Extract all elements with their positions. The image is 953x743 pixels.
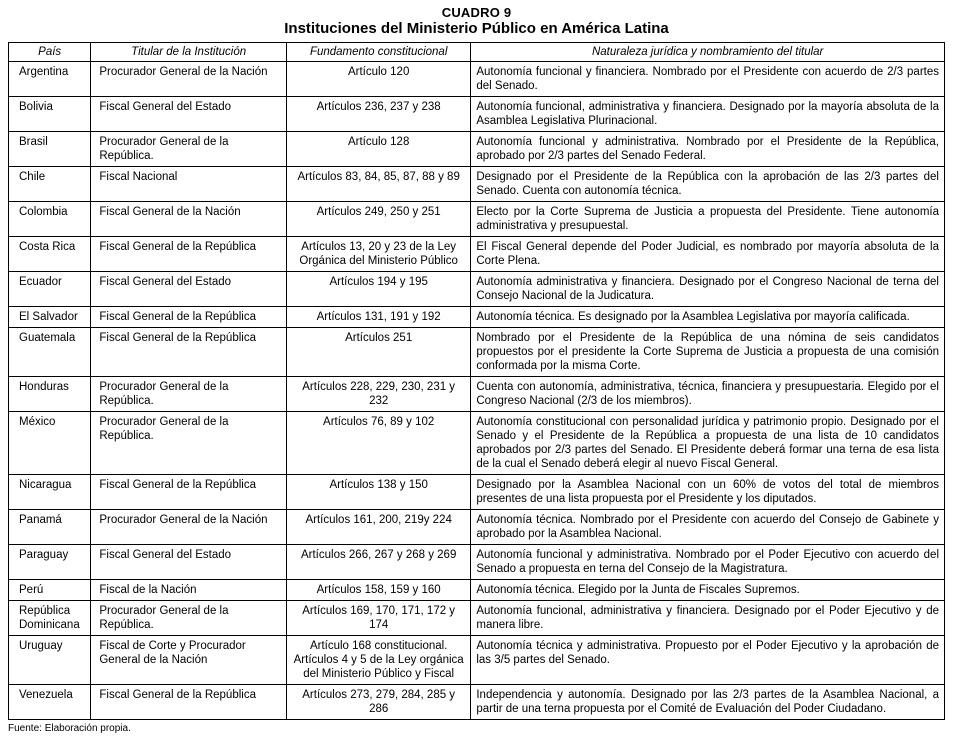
cell-titular: Fiscal de Corte y Procurador General de la Nación bbox=[91, 636, 287, 685]
cell-naturaleza: El Fiscal General depende del Poder Judicial, es nombrado por mayoría absoluta de la Corte Plena. bbox=[471, 237, 945, 272]
cell-fundamento: Artículos 161, 200, 219y 224 bbox=[286, 510, 470, 545]
table-row bbox=[9, 377, 945, 412]
cell-titular: Fiscal General de la República bbox=[91, 685, 287, 720]
column-header-titular: Titular de la Institución bbox=[91, 43, 287, 62]
cell-fundamento: Artículo 120 bbox=[286, 62, 470, 97]
cell-naturaleza: Autonomía administrativa y financiera. Designado por el Congreso Nacional de terna del Consejo Nacional de la Judicatura. bbox=[471, 272, 945, 307]
cell-fundamento: Artículos 169, 170, 171, 172 y 174 bbox=[286, 601, 470, 636]
cell-naturaleza: Autonomía técnica. Nombrado por el Presidente con acuerdo del Consejo de Gabinete y aprobado por la Asamblea Nacional. bbox=[471, 510, 945, 545]
table-row bbox=[9, 202, 945, 237]
table-body bbox=[9, 62, 945, 720]
cell-pais: República Dominicana bbox=[9, 601, 91, 636]
cell-pais: El Salvador bbox=[9, 307, 91, 328]
cell-pais: Bolivia bbox=[9, 97, 91, 132]
cell-naturaleza: Designado por la Asamblea Nacional con un 60% de votos del total de miembros presentes de una lista propuesta por el Presidente y los diputados. bbox=[471, 475, 945, 510]
table-row bbox=[9, 97, 945, 132]
cell-naturaleza: Autonomía constitucional con personalidad jurídica y patrimonio propio. Designado por el Senado y el Presidente de la República a propuesta de una lista de 10 candidatos aprobados por 2/3 partes del Senado. El Presidente deberá formar una terna de esa lista de la cual el Senado deberá elegir al nuevo Fiscal General. bbox=[471, 412, 945, 475]
cell-titular: Fiscal General de la República bbox=[91, 328, 287, 377]
cell-titular: Fiscal de la Nación bbox=[91, 580, 287, 601]
table-subtitle: Instituciones del Ministerio Público en América Latina bbox=[284, 20, 669, 37]
cell-fundamento: Artículos 194 y 195 bbox=[286, 272, 470, 307]
cell-fundamento: Artículos 266, 267 y 268 y 269 bbox=[286, 545, 470, 580]
cell-pais: Venezuela bbox=[9, 685, 91, 720]
table-row bbox=[9, 328, 945, 377]
source-note: Fuente: Elaboración propia. bbox=[8, 723, 131, 734]
cell-titular: Procurador General de la Nación bbox=[91, 510, 287, 545]
cell-fundamento: Artículos 76, 89 y 102 bbox=[286, 412, 470, 475]
cell-fundamento: Artículos 83, 84, 85, 87, 88 y 89 bbox=[286, 167, 470, 202]
cell-fundamento: Artículos 251 bbox=[286, 328, 470, 377]
cell-fundamento: Artículos 236, 237 y 238 bbox=[286, 97, 470, 132]
cell-titular: Fiscal Nacional bbox=[91, 167, 287, 202]
table-row bbox=[9, 545, 945, 580]
table-row bbox=[9, 636, 945, 685]
cell-naturaleza: Autonomía técnica y administrativa. Propuesto por el Poder Ejecutivo y la aprobación de las 3/5 partes del Senado. bbox=[471, 636, 945, 685]
cell-pais: Chile bbox=[9, 167, 91, 202]
cell-naturaleza: Autonomía técnica. Elegido por la Junta de Fiscales Supremos. bbox=[471, 580, 945, 601]
cell-titular: Fiscal General de la República bbox=[91, 475, 287, 510]
cell-pais: Guatemala bbox=[9, 328, 91, 377]
header-row bbox=[9, 43, 945, 62]
cell-pais: México bbox=[9, 412, 91, 475]
cell-fundamento: Artículos 158, 159 y 160 bbox=[286, 580, 470, 601]
cell-naturaleza: Independencia y autonomía. Designado por las 2/3 partes de la Asamblea Nacional, a partir de una terna propuesta por el Comité de Evaluación del Poder Ciudadano. bbox=[471, 685, 945, 720]
cell-naturaleza: Autonomía funcional, administrativa y financiera. Designado por el Poder Ejecutivo y de manera libre. bbox=[471, 601, 945, 636]
cell-titular: Procurador General de la República. bbox=[91, 132, 287, 167]
column-header-pais: País bbox=[9, 43, 91, 62]
cell-pais: Colombia bbox=[9, 202, 91, 237]
cell-naturaleza: Autonomía funcional y administrativa. Nombrado por el Poder Ejecutivo con acuerdo del Senado a propuesta en terna del Consejo de la Magistratura. bbox=[471, 545, 945, 580]
table-row bbox=[9, 510, 945, 545]
table-row bbox=[9, 167, 945, 202]
table-title-block bbox=[8, 5, 945, 37]
cell-titular: Fiscal General de la República bbox=[91, 237, 287, 272]
cell-titular: Fiscal General del Estado bbox=[91, 97, 287, 132]
cell-pais: Panamá bbox=[9, 510, 91, 545]
cell-titular: Fiscal General de la Nación bbox=[91, 202, 287, 237]
cell-titular: Procurador General de la Nación bbox=[91, 62, 287, 97]
cell-fundamento: Artículos 138 y 150 bbox=[286, 475, 470, 510]
table-row bbox=[9, 237, 945, 272]
cell-pais: Paraguay bbox=[9, 545, 91, 580]
cell-naturaleza: Electo por la Corte Suprema de Justicia a propuesta del Presidente. Tiene autonomía administrativa y presupuestal. bbox=[471, 202, 945, 237]
table-row bbox=[9, 272, 945, 307]
cell-fundamento: Artículo 168 constitucional. Artículos 4 y 5 de la Ley orgánica del Ministerio Público y Fiscal bbox=[286, 636, 470, 685]
cell-pais: Nicaragua bbox=[9, 475, 91, 510]
column-header-fundamento: Fundamento constitucional bbox=[286, 43, 470, 62]
cell-pais: Perú bbox=[9, 580, 91, 601]
table-row bbox=[9, 601, 945, 636]
table-row bbox=[9, 307, 945, 328]
ministerio-publico-table bbox=[8, 42, 945, 720]
cell-titular: Procurador General de la República. bbox=[91, 412, 287, 475]
cell-naturaleza: Nombrado por el Presidente de la República de una nómina de seis candidatos propuestos por el presidente la Corte Suprema de Justicia a propuesta de una comisión conformada por la misma Corte. bbox=[471, 328, 945, 377]
table-row bbox=[9, 62, 945, 97]
cell-naturaleza: Autonomía funcional y administrativa. Nombrado por el Presidente de la República, aprobado por 2/3 partes del Senado Federal. bbox=[471, 132, 945, 167]
cell-fundamento: Artículos 131, 191 y 192 bbox=[286, 307, 470, 328]
cell-pais: Uruguay bbox=[9, 636, 91, 685]
cell-naturaleza: Autonomía funcional y financiera. Nombrado por el Presidente con acuerdo de 2/3 partes del Senado. bbox=[471, 62, 945, 97]
cell-pais: Ecuador bbox=[9, 272, 91, 307]
table-row bbox=[9, 580, 945, 601]
cell-fundamento: Artículos 228, 229, 230, 231 y 232 bbox=[286, 377, 470, 412]
table-number: CUADRO 9 bbox=[441, 5, 512, 20]
cell-fundamento: Artículos 13, 20 y 23 de la Ley Orgánica del Ministerio Público bbox=[286, 237, 470, 272]
cell-naturaleza: Cuenta con autonomía, administrativa, técnica, financiera y presupuestaria. Elegido por el Congreso Nacional (2/3 de los miembros). bbox=[471, 377, 945, 412]
cell-fundamento: Artículos 249, 250 y 251 bbox=[286, 202, 470, 237]
cell-titular: Fiscal General del Estado bbox=[91, 272, 287, 307]
cell-pais: Brasil bbox=[9, 132, 91, 167]
cell-titular: Fiscal General de la República bbox=[91, 307, 287, 328]
cell-naturaleza: Autonomía técnica. Es designado por la Asamblea Legislativa por mayoría calificada. bbox=[471, 307, 945, 328]
table-row bbox=[9, 685, 945, 720]
cell-titular: Procurador General de la República. bbox=[91, 377, 287, 412]
cell-pais: Honduras bbox=[9, 377, 91, 412]
cell-titular: Procurador General de la República. bbox=[91, 601, 287, 636]
cell-pais: Argentina bbox=[9, 62, 91, 97]
cell-pais: Costa Rica bbox=[9, 237, 91, 272]
table-row bbox=[9, 132, 945, 167]
cell-naturaleza: Designado por el Presidente de la República con la aprobación de las 2/3 partes del Senado. Cuenta con autonomía técnica. bbox=[471, 167, 945, 202]
column-header-naturaleza: Naturaleza jurídica y nombramiento del titular bbox=[471, 43, 945, 62]
cell-titular: Fiscal General del Estado bbox=[91, 545, 287, 580]
cell-fundamento: Artículos 273, 279, 284, 285 y 286 bbox=[286, 685, 470, 720]
cell-naturaleza: Autonomía funcional, administrativa y financiera. Designado por la mayoría absoluta de la Asamblea Legislativa Plurinacional. bbox=[471, 97, 945, 132]
table-row bbox=[9, 475, 945, 510]
cell-fundamento: Artículo 128 bbox=[286, 132, 470, 167]
table-row bbox=[9, 412, 945, 475]
